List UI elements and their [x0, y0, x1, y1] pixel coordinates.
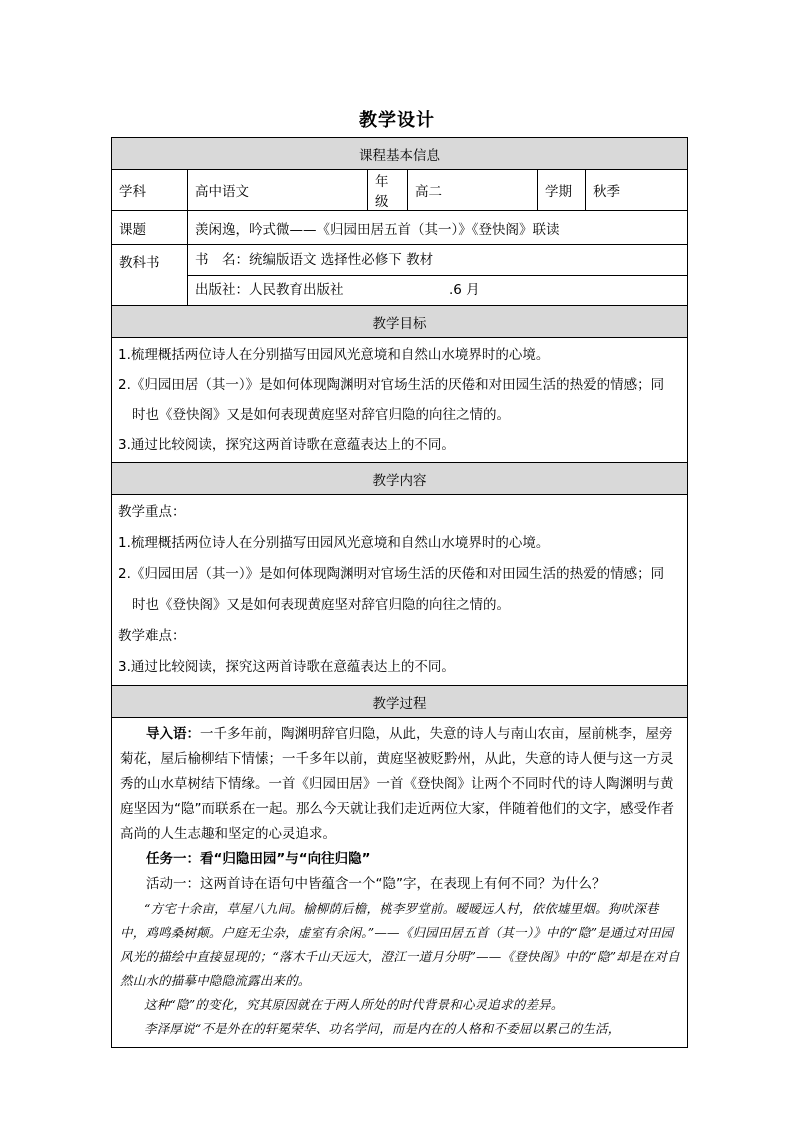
- goal-1: 1.梳理概括两位诗人在分别描写田园风光意境和自然山水境界时的心境。: [118, 347, 550, 363]
- term-value: 秋季: [586, 170, 688, 211]
- book-name: 书 名：统编版语文 选择性必修下 教材: [188, 245, 687, 276]
- section-header-basic: [112, 138, 688, 170]
- process-row: [112, 718, 688, 1048]
- section-basic-title: 课程基本信息: [112, 138, 688, 170]
- difficulty-point: 3.通过比较阅读，探究这两首诗歌在意蕴表达上的不同。: [118, 659, 455, 675]
- task-1-heading: 任务一：看“归隐田园”与“向往归隐”: [146, 851, 371, 867]
- quote-paragraph-2: 这种“隐”的变化，究其原因就在于两人所处的时代背景和心灵追求的差异。: [144, 997, 564, 1012]
- key-points-label: 教学重点：: [118, 504, 186, 520]
- publisher-line: [188, 276, 687, 305]
- section-header-process: [112, 686, 688, 718]
- topic-value: 羡闲逸，吟式微——《归园田居五首（其一）》《登快阁》联读: [188, 211, 688, 245]
- intro-text: 一千多年前，陶渊明辞官归隐，从此，失意的诗人与南山农亩，屋前桃李，屋旁菊花，屋后榆柳结下情愫；一千多年以前，黄庭坚被贬黔州，从此，失意的诗人便与这一方灵秀的山水草树结下情缘。一首《归园田居》一首《登快阁》让两个不同时代的诗人陶渊明与黄庭坚因为“隐”而联系在一起。那么今天就让我们走近两位大家，伴随着他们的文字，感受作者高尚的人生志趣和坚定的心灵追求。: [120, 726, 674, 842]
- section-header-content: [112, 463, 688, 495]
- section-content-title: 教学内容: [112, 463, 688, 495]
- grade-value: 高二: [408, 170, 538, 211]
- term-label: 学期: [538, 170, 586, 211]
- lesson-plan-table: [111, 137, 688, 1048]
- grade-label: 年级: [368, 170, 408, 211]
- key-point-1: 1.梳理概括两位诗人在分别描写田园风光意境和自然山水境界时的心境。: [118, 535, 550, 551]
- goal-2-cont: 时也《登快阁》又是如何表现黄庭坚对辞官归隐的向往之情的。: [132, 407, 510, 423]
- subject-value: 高中语文: [188, 170, 368, 211]
- difficulty-label: 教学难点：: [118, 628, 186, 644]
- content-row: [112, 495, 688, 686]
- section-goals-title: 教学目标: [112, 306, 688, 338]
- section-process-title: 教学过程: [112, 686, 688, 718]
- info-row-topic: [112, 211, 688, 245]
- section-header-goals: [112, 306, 688, 338]
- goals-row: [112, 338, 688, 463]
- quote-paragraph-3: 李泽厚说“不是外在的轩冕荣华、功名学问，而是内在的人格和不委屈以累己的生活，: [144, 1021, 621, 1036]
- quote-paragraph-1: “方宅十余亩，草屋八九间。榆柳荫后檐，桃李罗堂前。暧暧远人村，依依墟里烟。狗吠深巷中，鸡鸣桑树颠。户庭无尘杂，虚室有余闲。”——《归园田居五首（其一）》中的“隐”是通过对田园风光的描绘中直接显现的；“落木千山天远大，澄江一道月分明”——《登快阁》中的“隐”却是在对自然山水的描摹中隐隐流露出来的。: [120, 901, 680, 988]
- intro-label: 导入语：: [146, 726, 200, 742]
- page-title: 教学设计: [359, 110, 435, 131]
- activity-1: 活动一：这两首诗在语句中皆蕴含一个“隐”字，在表现上有何不同？为什么？: [146, 876, 606, 892]
- topic-label: 课题: [112, 211, 188, 245]
- publish-month: .6 月: [449, 282, 480, 298]
- goal-3: 3.通过比较阅读，探究这两首诗歌在意蕴表达上的不同。: [118, 437, 455, 453]
- textbook-label: 教科书: [112, 245, 188, 306]
- info-row-subject: [112, 170, 688, 211]
- publisher: 出版社：人民教育出版社: [195, 282, 344, 298]
- key-point-2: 2.《归园田居（其一）》是如何体现陶渊明对官场生活的厌倦和对田园生活的热爱的情感；同: [118, 566, 665, 582]
- intro-paragraph: [120, 722, 681, 847]
- key-point-2-cont: 时也《登快阁》又是如何表现黄庭坚对辞官归隐的向往之情的。: [132, 597, 510, 613]
- goal-2: 2.《归园田居（其一）》是如何体现陶渊明对官场生活的厌倦和对田园生活的热爱的情感；同: [118, 377, 665, 393]
- info-row-textbook: [112, 245, 688, 306]
- subject-label: 学科: [112, 170, 188, 211]
